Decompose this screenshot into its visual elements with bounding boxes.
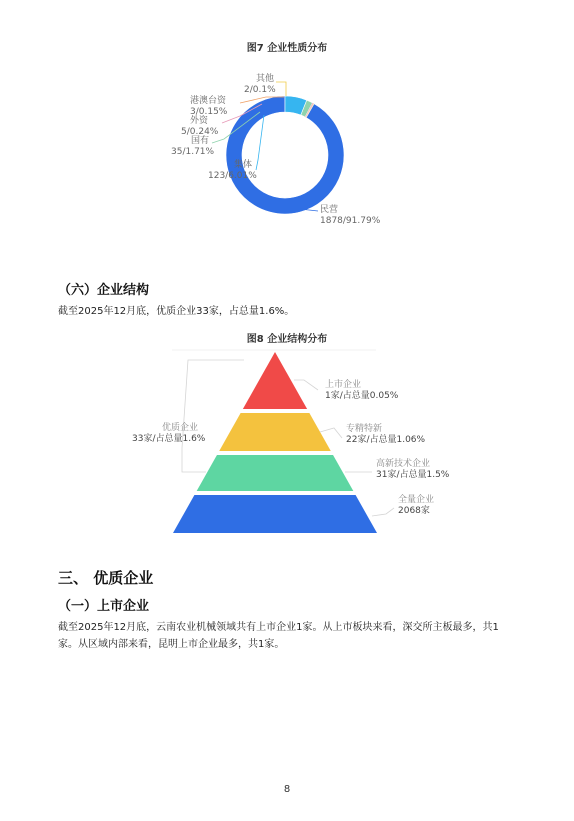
label-listed-value: 1家/占总量0.05% xyxy=(325,390,399,401)
label-private xyxy=(320,205,380,226)
leader-line-listed xyxy=(294,380,318,390)
subsection-heading-listed: （一）上市企业 xyxy=(58,599,150,614)
page-number: 8 xyxy=(283,784,291,795)
label-quality-value: 33家/占总量1.6% xyxy=(132,433,206,444)
pyramid-layer-specialized xyxy=(219,413,331,451)
label-other-name: 其他 xyxy=(256,74,275,84)
label-specialized-name: 专精特新 xyxy=(346,424,383,434)
label-specialized xyxy=(346,424,425,445)
fig7-title: 图7 企业性质分布 xyxy=(246,43,328,54)
label-foreign-name: 外资 xyxy=(190,116,209,126)
pyramid-layer-hightech xyxy=(197,455,354,491)
label-hkmt-value: 3/0.15% xyxy=(190,106,228,117)
label-state-name: 国有 xyxy=(191,136,210,146)
label-foreign-value: 5/0.24% xyxy=(181,126,219,137)
label-listed-name: 上市企业 xyxy=(325,380,362,390)
label-quality-name: 优质企业 xyxy=(161,423,198,433)
label-total-value: 2068家 xyxy=(398,505,430,516)
label-private-name: 民营 xyxy=(320,205,339,215)
section-heading-structure: （六）企业结构 xyxy=(58,283,150,298)
pyramid-layer-total xyxy=(173,495,377,533)
label-total-name: 全量企业 xyxy=(398,495,435,505)
listed-paragraph-line2: 家。从区域内部来看，昆明上市企业最多，共1家。 xyxy=(58,639,285,650)
label-other xyxy=(244,74,276,95)
label-state-value: 35/1.71% xyxy=(171,146,215,157)
leader-line-other xyxy=(276,82,286,96)
leader-line-collective xyxy=(256,115,264,170)
label-hightech-value: 31家/占总量1.5% xyxy=(376,469,450,480)
label-quality xyxy=(132,423,206,444)
label-total xyxy=(398,495,434,516)
pyramid-layer-listed xyxy=(243,352,307,409)
label-foreign xyxy=(181,116,218,137)
listed-paragraph-line1: 截至2025年12月底，云南农业机械领域共有上市企业1家。从上市板块来看，深交所主板最多，共1 xyxy=(58,622,499,633)
listed-paragraph xyxy=(58,619,518,653)
leader-line-specialized xyxy=(320,428,342,438)
fig8-title: 图8 企业结构分布 xyxy=(246,334,328,345)
label-state xyxy=(171,136,214,157)
label-listed xyxy=(325,380,398,401)
label-hkmt-name: 港澳台资 xyxy=(190,96,227,106)
label-collective-value: 123/6.01% xyxy=(208,170,257,181)
label-hightech-name: 高新技术企业 xyxy=(376,459,431,469)
structure-paragraph: 截至2025年12月底，优质企业33家，占总量1.6%。 xyxy=(58,306,295,317)
leader-line-total xyxy=(372,508,394,516)
label-specialized-value: 22家/占总量1.06% xyxy=(346,434,426,445)
section-heading-quality: 三、 优质企业 xyxy=(58,569,154,587)
label-collective-name: 集体 xyxy=(234,160,253,170)
label-other-value: 2/0.1% xyxy=(244,84,276,95)
label-private-value: 1878/91.79% xyxy=(320,215,381,226)
label-hkmt xyxy=(190,96,227,117)
label-collective xyxy=(208,160,257,181)
label-hightech xyxy=(376,459,449,480)
